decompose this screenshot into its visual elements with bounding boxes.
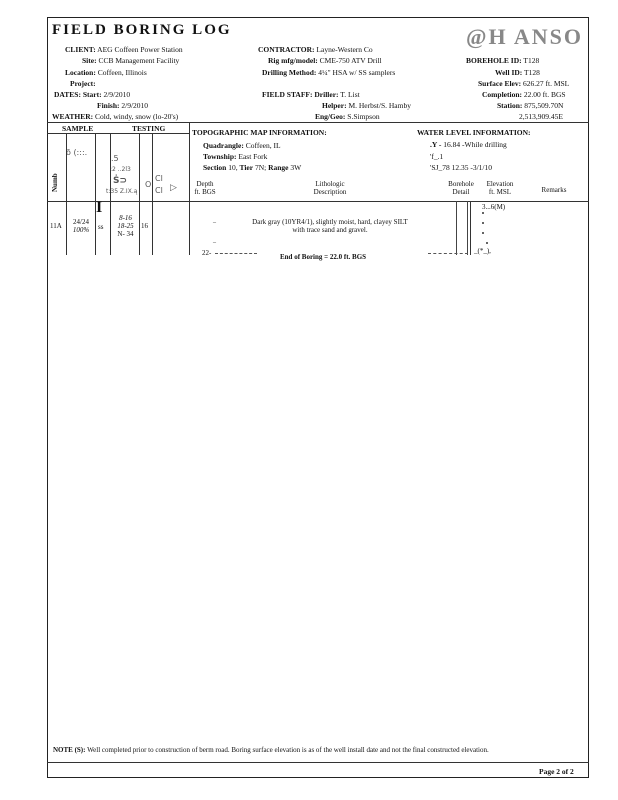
- surface-elev-row: Surface Elev: 626.27 ft. MSL: [478, 79, 570, 88]
- company-logo: @H ANSO: [466, 24, 583, 49]
- helper-row: Helper: M. Herbst/S. Hamby: [322, 101, 411, 110]
- testing-section-label: TESTING: [132, 124, 166, 133]
- sample-section-label: SAMPLE: [62, 124, 94, 133]
- sample-col-divider-1: [66, 133, 67, 255]
- water-level-row-1: .Y - 16.84 -While drilling: [430, 140, 507, 149]
- depth-22-label: 22-: [202, 249, 212, 257]
- blow-counts: 8-16 18-25 N- 34: [117, 214, 134, 238]
- lithologic-description: Dark gray (10YR4/1), slightly moist, hard, clayey SILT with trace sand and gravel.: [252, 218, 408, 234]
- elevation-column-header: Elevation ft. MSL: [486, 180, 514, 196]
- filter-pack-dot: [482, 232, 484, 234]
- contractor-row: CONTRACTOR: Layne-Western Co: [258, 45, 373, 54]
- enggeo-row: Eng/Geo: S.Simpson: [315, 112, 380, 121]
- sample-col-divider-2: [95, 133, 96, 255]
- column-header-glyphs: ō (:::.: [66, 148, 88, 157]
- station-row: Station: 875,509.70N: [497, 101, 564, 110]
- water-level-row-2: 'f_.1: [430, 152, 444, 161]
- client-row: CLIENT: AEG Coffeen Power Station: [65, 45, 183, 54]
- filter-pack-dot: [486, 242, 488, 244]
- number-vertical-label: Numb: [51, 173, 59, 192]
- testing-col-divider-3: [189, 122, 190, 255]
- end-boring-line-left: [215, 253, 257, 254]
- sample-marker: I: [96, 199, 103, 216]
- column-header-glyphs-4: Ṡ⊃: [113, 176, 128, 186]
- remarks-column-header: Remarks: [541, 186, 567, 194]
- footer-divider: [47, 762, 589, 763]
- notes: NOTE (S): Well completed prior to construction of berm road. Boring surface elevation is as of the well install date and not the final constructed elevation.: [53, 746, 489, 754]
- station-easting: 2,513,909.45E: [519, 112, 563, 121]
- project-row: Project:: [70, 79, 96, 88]
- sample-id: 11A: [50, 222, 62, 230]
- depth-tick-2: _: [213, 236, 216, 243]
- lithologic-column-header: Lithologic Description: [313, 180, 347, 196]
- sample-recovery: 24/24 100%: [72, 218, 90, 234]
- water-section-label: WATER LEVEL INFORMATION:: [417, 128, 531, 137]
- quadrangle-row: Quadrangle: Coffeen, IL: [203, 141, 281, 150]
- testing-col-divider-1: [139, 133, 140, 255]
- table-header-divider: [47, 201, 589, 202]
- testing-col-divider-2: [152, 133, 153, 255]
- page-number: Page 2 of 2: [539, 767, 574, 776]
- sample-type: ss: [98, 223, 104, 231]
- column-header-glyphs-2: .5: [111, 154, 119, 163]
- filter-pack-dot: [482, 222, 484, 224]
- column-header-glyphs-9: ▷: [170, 183, 177, 193]
- sample-col-divider-3: [110, 133, 111, 255]
- borehole-casing: [456, 201, 468, 255]
- site-row: Site: CCB Management Facility: [82, 56, 180, 65]
- water-level-row-3: 'SJ_78 12.35 -3/1/10: [430, 163, 492, 172]
- well-id-row: Well ID: T128: [495, 68, 540, 77]
- dates-row: DATES: Start: 2/9/2010: [54, 90, 131, 99]
- rig-row: Rig mfg/model: CME-750 ATV Drill: [268, 56, 382, 65]
- location-row: Location: Coffeen, Illinois: [65, 68, 147, 77]
- completion-row: Completion: 22.00 ft. BGS: [482, 90, 566, 99]
- column-header-glyphs-7: Cl: [155, 174, 163, 183]
- end-elevation-label: _(*_),: [474, 247, 491, 255]
- depth-column-header: Depth ft. BGS: [194, 180, 216, 196]
- township-row: Township: East Fork: [203, 152, 268, 161]
- sample-testing-divider: [47, 133, 189, 134]
- column-header-glyphs-3: :2 ..2l3: [110, 166, 131, 173]
- borehole-casing-outer: [470, 201, 471, 255]
- method-row: Drilling Method: 4¼" HSA w/ SS samplers: [262, 68, 396, 77]
- weather-row: WEATHER: Cold, windy, snow (lo-20's): [52, 112, 179, 121]
- topo-section-label: TOPOGRAPHIC MAP INFORMATION:: [192, 128, 327, 137]
- borehole-detail-column-header: Borehole Detail: [448, 180, 474, 196]
- end-boring-line-right: [428, 253, 468, 254]
- section-tier-range-row: Section 10, Tier 7N; Range 3W: [203, 163, 302, 172]
- header-divider: [47, 122, 589, 123]
- column-header-glyphs-8: Cl: [155, 186, 163, 195]
- end-of-boring-label: End of Boring = 22.0 ft. BGS: [280, 253, 367, 261]
- filter-pack-dot: [482, 212, 484, 214]
- page-title: FIELD BORING LOG: [52, 22, 232, 38]
- finish-row: Finish: 2/9/2010: [97, 101, 149, 110]
- depth-tick: _: [213, 216, 216, 223]
- borehole-id-row: BOREHOLE ID: T128: [466, 56, 540, 65]
- column-header-glyphs-6: O: [145, 180, 152, 189]
- column-header-glyphs-5: t:35 Z.IX.ą: [106, 188, 138, 195]
- testing-value: 16: [141, 222, 148, 230]
- elevation-label: 3...6(M): [482, 203, 506, 211]
- driller-row: FIELD STAFF: Driller: T. List: [262, 90, 360, 99]
